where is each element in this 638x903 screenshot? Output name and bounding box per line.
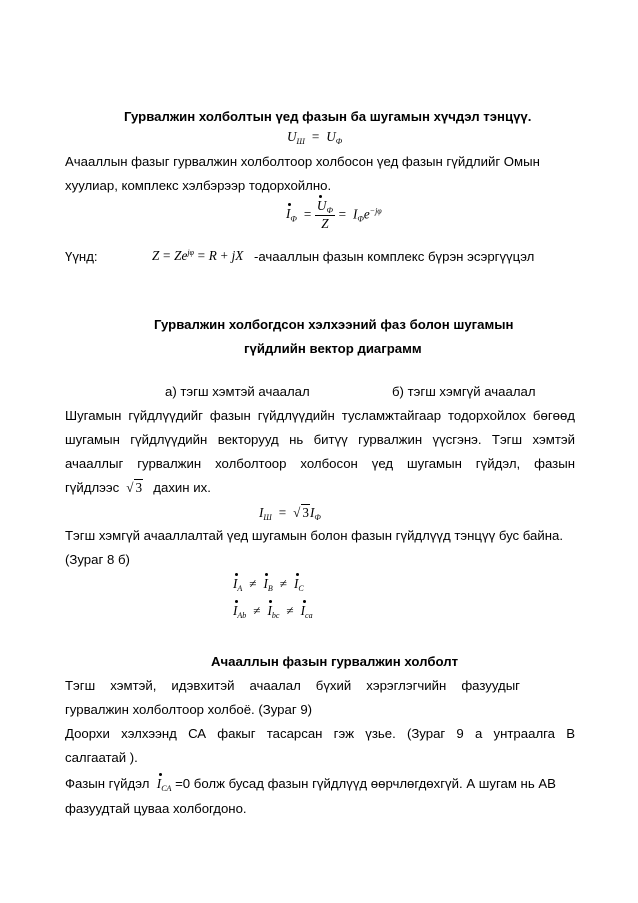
paragraph-line-currents-line3: ачааллыг гурвалжин холболтоор холбосон үед шугамын гүйдэл, фазын	[65, 456, 575, 471]
formula-impedance: $Z = Ze^{j\varphi} = R$ + jX	[152, 248, 244, 263]
formula-phase-current: $I_Ф$ = $\frac{U_Ф}{Z}$ = $I_Фe^{-j\varphi}$	[286, 198, 382, 231]
paragraph-load-line2: гурвалжин холболтоор холбоё. (Зураг 9)	[65, 702, 313, 717]
heading-vector-diagram-line2: гүйдлийн вектор диаграмм	[244, 341, 422, 356]
paragraph-load-line6: фазуудтай цуваа холбогдоно.	[65, 801, 247, 816]
formula-phase-currents-unequal: $I_{Ab} \ne I_{bc} \ne I_{ca}$	[233, 603, 313, 620]
paragraph-load-line3: Доорхи хэлхээнд СА факыг тасарсан гэж үзье. (Зураг 9 а унтраалга В	[65, 726, 575, 741]
heading-load-delta-connection: Ачааллын фазын гурвалжин холболт	[211, 654, 459, 669]
heading-phase-line-voltage: Гурвалжин холболтын үед фазын ба шугамын хүчдэл тэнцүү.	[124, 109, 532, 124]
caption-asymmetric-load: б) тэгш хэмгүй ачаалал	[392, 384, 536, 399]
formula-line-currents-unequal: $I_A \ne I_B \ne I_C$	[233, 576, 304, 593]
paragraph-line-currents-line1: Шугамын гүйдлүүдийг фазын гүйдлүүдийн тусламжтайгаар тодорхойлох бөгөөд	[65, 408, 575, 423]
heading-vector-diagram-line1: Гурвалжин холбогдсон хэлхээний фаз болон шугамын	[154, 317, 514, 332]
formula-line-current-root3: $I_Ш$ = √ $3I_Ф$	[259, 505, 321, 522]
formula-voltage-equality: $U_Ш = U_Ф$	[287, 129, 343, 146]
paragraph-load-line5: Фазын гүйдэл $I_{CA} =0$ болж бусад фазын гүйдлүүд өөрчлөгдөхгүй. А шугам нь АВ	[65, 776, 556, 793]
paragraph-load-line1: Тэгш хэмтэй, идэвхитэй ачаалал бүхий хэрэглэгчийн фазуудыг	[65, 678, 520, 693]
paragraph-ohm-line1: Ачааллын фазыг гурвалжин холболтоор холбосон үед фазын гүйдлийг Омын	[65, 154, 540, 169]
where-description: -ачааллын фазын комплекс бүрэн эсэргүүцэл	[254, 249, 535, 264]
paragraph-asymmetric-line1: Тэгш хэмгүй ачааллалтай үед шугамын болон фазын гүйдлүүд тэнцүү бус байна.	[65, 528, 564, 543]
caption-symmetric-load: а) тэгш хэмтэй ачаалал	[165, 384, 310, 399]
paragraph-ohm-line2: хуулиар, комплекс хэлбэрээр тодорхойлно.	[65, 178, 332, 193]
paragraph-load-line4: салгаатай ).	[65, 750, 138, 765]
where-label: Үүнд:	[65, 249, 98, 264]
paragraph-asymmetric-line2: (Зураг 8 б)	[65, 552, 130, 567]
paragraph-line-currents-line2: шугамын гүйдлүүдийн векторууд нь битүү гурвалжин үүсгэнэ. Тэгш хэмтэй	[65, 432, 575, 447]
paragraph-line-currents-line4: гүйдлээс √ 3 дахин их.	[65, 480, 211, 495]
